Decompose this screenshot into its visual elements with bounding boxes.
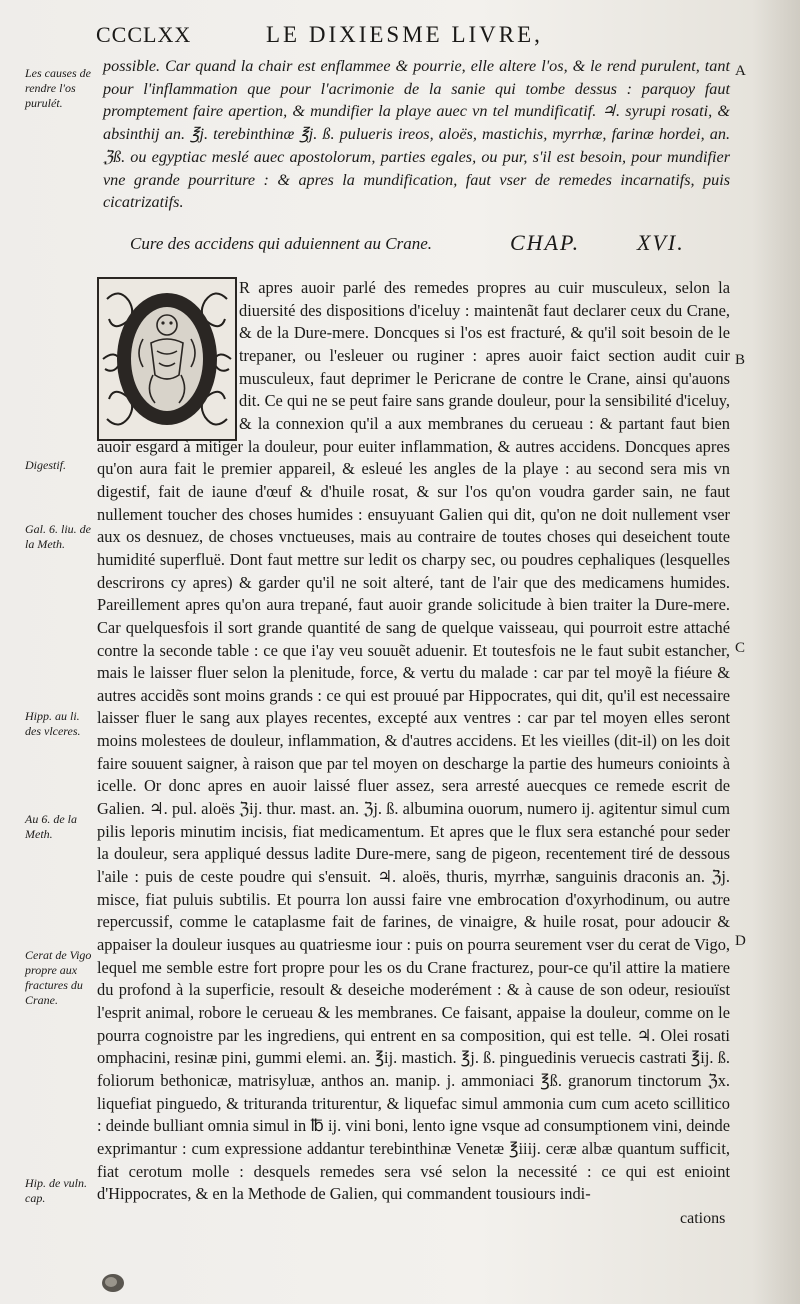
- paragraph-text: R apres auoir parlé des remedes propres au cuir musculeux, selon la diuersité des dispositions d'iceluy : maintenãt faut declarer ceux du Crane, & de la Dure-mere. Doncques si l'os est fracturé, & qu'il soit besoin de le trepaner, ou l'esleuer ou ruginer : apres auoir faict section audit cuir musculeux, faut deprimer le Pericrane de contre le Crane, ainsi qu'auons dit. Ce qui ne se peut faire sans grande douleur, pour la sensibilité d'iceluy, & la connexion qu'il a aux membranes du cerueau : & partant faut bien auoir esgard à mitiger la douleur, pour euiter inflammation, & autres accidens. Doncques apres qu'on aura fait le premier appareil, & esleué les angles de la playe : au second sera mis vn digestif, fait de iaune d'œuf & d'huile rosat, & sur l'os qu'on voudra garder sain, ne faut nullement toucher des choses humides : ensuyuant Galien qui dit, qu'on ne doit nullement vser aux os desnuez, de choses vnctueuses, mais au contraire de toutes choses qui deseichent toute humidité superfluë. Dont faut mettre sur ledit os charpy sec, ou poudres cephaliques (lesquelles descrirons cy apres) & garder qu'il ne soit alteré, tant de l'air que des medicamens humides. Pareillement apres qu'on aura trepané, faut auoir grande solicitude à bien traiter la Dure-mere. Car quelquesfois il sort grande quantité de sang de quelque vaisseau, qui pourroit estre attaché contre la seconde table : ce que i'ay veu souuẽt aduenir. Et toutesfois ne le faut subit estancher, mais le laisser fluer selon la plenitude, force, & vertu du malade : car par tel moyẽ la fiéure & autres accidẽs sont moins grands : ce qui est prouué par Hippocrates, qui dit, qu'il est necessaire laisser fluer le sang aux playes recentes, excepté aux ventres : car par tel moyen elles seront moins molestees de douleur, inflammation, & d'autres accidens. Et les vieilles (dit-il) on les doit faire souuent saigner, à raison que par tel moyen on descharge la partie des humeurs conioints à icelle. Or donc apres en auoir laissé fluer assez, sera arresté auecques ce remede escrit de Galien. ♃. pul. aloës ℨij. thur. mast. an. ℨj. ß. albumina ouorum, numero ij. agitentur simul cum pilis leporis minutim incisis, fiat medicamentum. Et apres que le flux sera estanché pour seder la douleur, sera appliqué dessus ladite Dure-mere, sang de pigeon, recentement tiré de dessous l'aile : puis de ceste poudre qui s'ensuit. ♃. aloës, thuris, myrrhæ, sanguinis draconis an. ℨj. misce, fiat puluis subtilis. Et pourra lon aussi faire vne embrocation d'oxyrhodinum, ou autre repercussif, comme le cataplasme fait de farines, de vinaigre, & huile rosat, pour adoucir & appaiser la douleur iusques au quatriesme iour : puis on pourra seurement vser du cerat de Vigo, lequel me semble estre fort propre pour les os du Crane fracturez, pour-ce qu'il attire la matiere du profond à la superficie, resoult & deseiche moderément : & à cause de son odeur, resiouïst l'esprit animal, robore le cerueau & les membranes. Ce faisant, appaise la douleur, comme on le pourra cognoistre par les ingrediens, qui entrent en sa composition, qui est telle. ♃. Olei rosati omphacini, resinæ pini, gummi elemi. an. ℥ij. mastich. ℥j. ß. pinguedinis veruecis castrati ℥ij. ß. foliorum bethonicæ, matrisyluæ, anthos an. manip. j. ammoniaci ℥ß. granorum tinctorum ℨx. liquefiat pinguedo, & trituranda triturentur, & liquefac simul ammonia cum cum aceto scillitico : deinde bulliant omnia simul in ℔ ij. vini boni, lento igne vsque ad consumptionem vini, deinde exprimantur : cum expressione addantur terebinthinæ Venetæ ℥iiij. ceræ albæ quantum sufficit, fiat cerotum molle : desquels remedes sera vsé selon la necessité : ce qui est enioint d'Hippocrates, & en la Methode de Galien, qui commandent tousiours indi-: [97, 278, 730, 1204]
- catchword: cations: [680, 1210, 726, 1227]
- chapter-number: XVI.: [637, 230, 685, 255]
- chapter-heading: [130, 230, 705, 260]
- margin-note-causes: Les causes de rendre l'os purulét.: [25, 66, 91, 110]
- margin-note-methode: Au 6. de la Meth.: [25, 812, 77, 841]
- chapter-body: [97, 277, 730, 1206]
- folio-number: CCCLXX: [96, 22, 192, 47]
- margin-note-hip-vuln: Hip. de vuln. cap.: [25, 1176, 87, 1205]
- paragraph-text: possible. Car quand la chair est enflammee & pourrie, elle altere l'os, & le rend purulent, tant pour l'inflammation que pour l'acrimonie de la sanie qui tombe dessus : parquoy faut promptement faire apertion, & mundifier la playe auec vn tel mundificatif. ♃. syrupi rosati, & absinthij an. ℥j. terebinthinæ ℥j. ß. pulueris ireos, aloës, mastichis, myrrhæ, farinæ hordei, an. ℨß. ou egyptiac meslé auec apostolorum, parties egales, ou pur, s'il est besoin, pour mundifier vne grande pourriture : & apres la mundification, faut vser de remedes incarnatifs, puis cicatrizatifs.: [103, 57, 730, 212]
- margin-letter-c: C: [735, 640, 746, 656]
- dropcap-spacer: [97, 277, 239, 435]
- margin-note-digestif: Digestif.: [25, 458, 66, 472]
- margin-letter-b: B: [735, 352, 746, 368]
- chapter-title: Cure des accidens qui aduiennent au Crane.: [130, 234, 433, 253]
- bottom-ornament-icon: [100, 1272, 126, 1294]
- margin-letter-a: A: [735, 63, 746, 79]
- margin-note-hippocrates: Hipp. au li. des vlceres.: [25, 709, 81, 738]
- margin-note-galien: Gal. 6. liu. de la Meth.: [25, 522, 91, 551]
- running-title: LE DIXIESME LIVRE,: [266, 22, 543, 47]
- margin-letter-d: D: [735, 933, 746, 949]
- opening-paragraph: [103, 55, 730, 214]
- margin-note-cerat: Cerat de Vigo propre aux fractures du Crane.: [25, 948, 92, 1007]
- chapter-label: CHAP.: [510, 230, 581, 255]
